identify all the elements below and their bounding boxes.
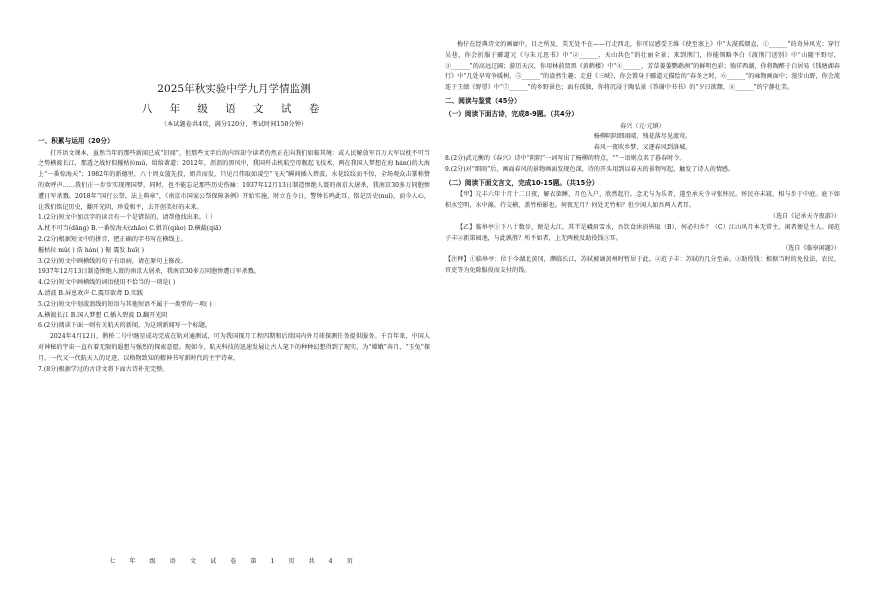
subsection-1-heading: （一）阅读下面古诗，完成8-9题。（共4分） xyxy=(445,109,578,118)
text-jia: 【甲】元丰六年十月十二日夜，解衣欲睡，月色入户，欣然起行。念无与为乐者，遂至承天寺寻张怀民。怀民亦未寝，相与步于中庭。庭下如积水空明，水中藻、荇交横，盖竹柏影也。何夜无月？何处无竹柏？但少闲人如吾两人者耳。 xyxy=(445,191,840,210)
poem-title: 春兴（元·元镇） xyxy=(620,122,665,130)
question-1: 1.(2分)短文中加点字的读音有一个是错误的，请帮他找出来。（ ） xyxy=(38,214,217,222)
text-jia-source: （选自《记承天寺夜游》） xyxy=(769,212,840,220)
left-column xyxy=(38,56,430,375)
subsection-2-heading: （二）阅读下面文言文，完成10-15题。（共15分） xyxy=(445,178,599,187)
poem-fill-passage: 梅仔在经典诗文的画廊中，目之所及，美无处不在——行走西北，你可以感受王维《使至塞上》中“大漠孤烟直，①______”的奇异风光；穿行吴巷，你会折服于郦道元《与朱元思书》中“②______，天山共色”的壮丽全景；来到荆门，你能领略李白《渡荆门送别》中“山随平野尽，③______”的高远辽阔；游历天汉，你用林前贾黑《黄鹤楼》中“④______，芳草萋萋鹦鹉洲”的鲜明色彩；徜徉西湖，你将陶醉于白居易《钱塘湖春行》中“几处早莺争暖树，⑤______”的盎然生趣；走进《三峡》，你会置身于郦道元描绘的“春冬之时，⑥______”的咏物画面中；漫步山野，你会流连于王绩《野望》中“⑦______”的乡野景色；面有孤独，你将沉浸于陶弘景《答谢中书书》的“夕日欲颓，⑧______”的宁静壮美。 xyxy=(445,41,840,92)
question-3: 3.(2分)短文中画横线的句子有语病，请在原句上修改。 xyxy=(38,257,187,265)
question-2: 2.(2分)根据短文中的拼音，把正确的字书写在横线上。 xyxy=(38,235,187,243)
annotation-notes: 【注释】①临皋亭：位于今湖北黄冈，濒临长江，苏轼被谪黄州时暂居于此。②范子丰：苏轼的几分至亲。③助役钱：根据当时的免役法，农民、官吏等为免除服役而支付的钱。 xyxy=(445,256,840,274)
question-4-options: A.清波 B.屏息欢声 C.震耳欲聋 D.实践 xyxy=(38,289,144,297)
question-5-options: A.横渡长江 B.国人梦想 C.插入碧波 D.翻开光阴 xyxy=(38,311,168,319)
question-5: 5.(2分)短文中划波浪线的短语与其他短语不属于一类型的一项( ) xyxy=(38,300,212,308)
question-6: 6.(2分)阅读下面一则有关航天的新闻，为这则新闻写一个标题。 xyxy=(38,322,212,330)
text-yi: 【乙】临皋亭①下八十数步，便是大江，其半是峨眉雪水，吾饮食沐浴皆取（B），何必归乡？（C）江山风月本无常主，闲者便是主人。闻范子丰②新第园池，与此孰胜？所不如者，上无两税及助役钱③耳。 xyxy=(445,223,840,242)
exam-note: （本试题卷共4页，满分120分，考试时间150分钟） xyxy=(160,121,308,128)
poem-line-1: 杨柳阴阴细雨晴，残花落尽见流莺。 xyxy=(593,133,692,141)
question-6-news: 2024年4月12日，鹊桥二号中继星成功完成在轨对通测试，可为我国探月工程四期和后续国内外月球探测任务提供服务。千百年来，中国人对神秘的宇宙一直有着无限的遐想与强烈的探索意愿。现如今，航天科技的迅速发展让古人笔下的种种幻想得到了现实，为“嫦娥”奔月、“玉兔”探月，一代又一代航天人的足迹，以格物致知的精神书写新时代的主宇诗章。 xyxy=(38,333,430,362)
question-3-sentence: 1937年12月13日制造惨绝人寰的南京大屠杀，我南京30多万同胞惨遭日军杀戮。 xyxy=(38,268,260,276)
right-column xyxy=(445,40,840,277)
poem-line-2: 春风一夜吹乡梦，又逐春风到洛城。 xyxy=(593,144,692,152)
question-7: 7.(8分)根据学过的古诗文将下面古诗补充完整。 xyxy=(38,365,169,373)
question-1-options: A.枕不可当(dāng) B.一番惊海天(zhāo) C.姐首(qiào) D.横截(qiā) xyxy=(38,225,222,233)
section-1-heading: 一、积累与运用（20分） xyxy=(38,136,114,145)
question-4: 4.(2分)短文中画横线的词语使用不恰当的一项是( ) xyxy=(38,279,176,287)
page-footer: 七 年 级 语 文 试 卷 第 1 页 共 4 页 xyxy=(109,558,359,565)
text-yi-source: （选自《临皋闲题》） xyxy=(782,245,840,253)
question-8: 8.(2分)武元衡的《春兴》诗中“阴阴”一词写出了杨柳的特点，“”一语则点名了暮春时令。 xyxy=(445,154,686,162)
news-passage: 打开语文课本，虽然当年的那些新闻已成“旧闻”，但那些文字后的内容却令读者仍然正在向我们如临其境：或人民解放军百万大军以枕不可当之势横渡长江，那透之战好似摧枯拉mǔ，给给著道：2012年，沥沥的黑风中，我国歼击机航空母舰起飞技术，两在我国人梦想在海 hán()的大海上“一番惊海天”；1982年的新德里，八十周女篮先投，姐首而发，只见吕伟取如凌空“飞天”瞬间插入碧波，水花纹纹而不惊，全场观众击掌称赞的欢呼声……我们正一步步实现理国梦，同时，也不能忘记那些历史伤痛：1937年12月13日制造惨绝人寰的南京大屠杀，我南京30多万同胞惨遭日军杀戮。2018年“国行公祭、法上典章”，《南京市国家公祭保障条例》开始实施，时立在今日，警钟长鸣此耳，铭记历史(nuǐ)，而今人心，让我们铭记历史，翻开光阴，珍爱和平，去开创美好的未来。 xyxy=(38,149,430,211)
exam-title: 2025年秋实验中学九月学情监测 xyxy=(157,83,311,95)
question-2-blanks: 摧枯拉 mǔ( ) 浩 hán( ) 振 震发 huī( ) xyxy=(38,246,145,254)
section-2-heading: 二、阅读与鉴赏（45分） xyxy=(445,96,521,105)
subject-title: 八 年 级 语 文 试 卷 xyxy=(141,103,327,115)
question-9: 9.(2分)对“细雨”后，画面春风的景物画面发现色深，诗的开头用到以春天的景物写起，触发了诗人的情感。 xyxy=(445,165,735,173)
